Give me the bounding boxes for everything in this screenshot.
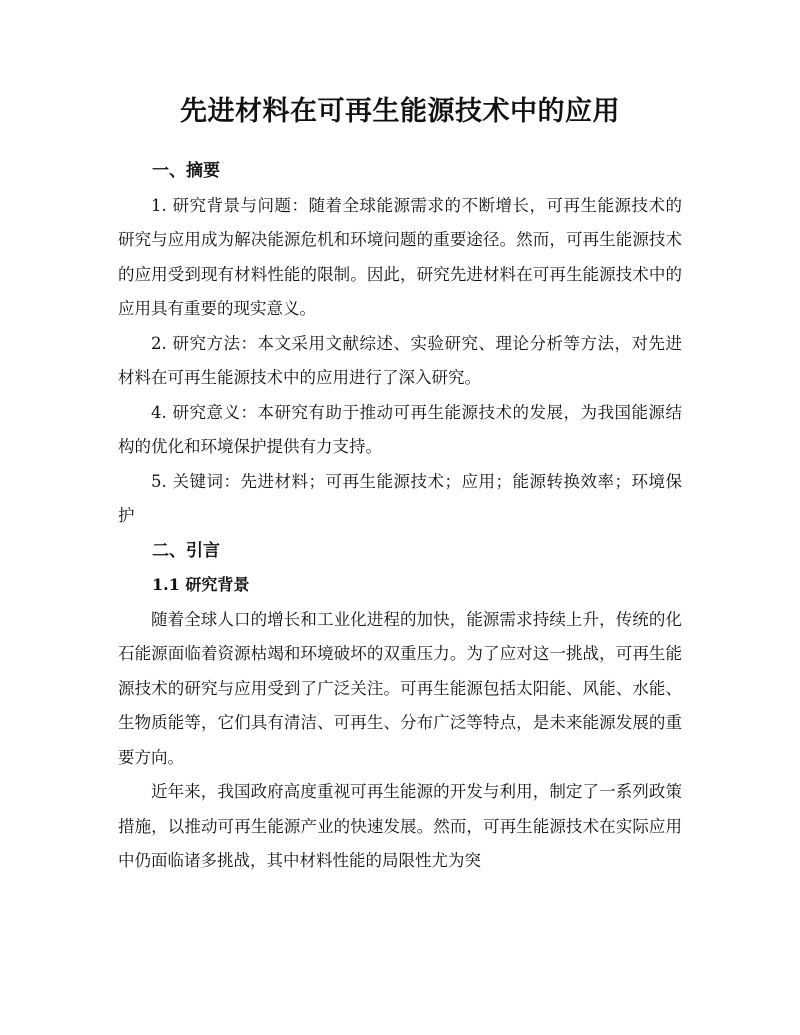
section-heading-abstract: 一、摘要 [152,161,220,181]
paragraph-research-method: 2. 研究方法：本文采用文献综述、实验研究、理论分析等方法，对先进材料在可再生能源技术中的应用进行了深入研究。 [118,333,682,387]
paragraph-research-significance: 4. 研究意义：本研究有助于推动可再生能源技术的发展，为我国能源结构的优化和环境保护提供有力支持。 [118,402,682,456]
section-heading-introduction: 二、引言 [152,540,220,561]
paragraph-intro-background: 随着全球人口的增长和工业化进程的加快，能源需求持续上升，传统的化石能源面临着资源枯竭和环境破坏的双重压力。为了应对这一挑战，可再生能源技术的研究与应用受到了广泛关注。可再生能源包括太阳能、风能、水能、生物质能等，它们具有清洁、可再生、分布广泛等特点，是未来能源发展的重要方向。 [118,609,682,767]
document-title: 先进材料在可再生能源技术中的应用 [180,96,620,127]
paragraph-keywords: 5. 关键词：先进材料；可再生能源技术；应用；能源转换效率；环境保护 [118,471,682,525]
paragraph-intro-policy: 近年来，我国政府高度重视可再生能源的开发与利用，制定了一系列政策措施，以推动可再生能源产业的快速发展。然而，可再生能源技术在实际应用中仍面临诸多挑战，其中材料性能的局限性尤为突 [118,782,682,870]
subsection-heading-background: 1.1 研究背景 [152,575,250,594]
paragraph-research-background: 1. 研究背景与问题：随着全球能源需求的不断增长，可再生能源技术的研究与应用成为解决能源危机和环境问题的重要途径。然而，可再生能源技术的应用受到现有材料性能的限制。因此，研究先进材料在可再生能源技术中的应用具有重要的现实意义。 [118,195,682,318]
